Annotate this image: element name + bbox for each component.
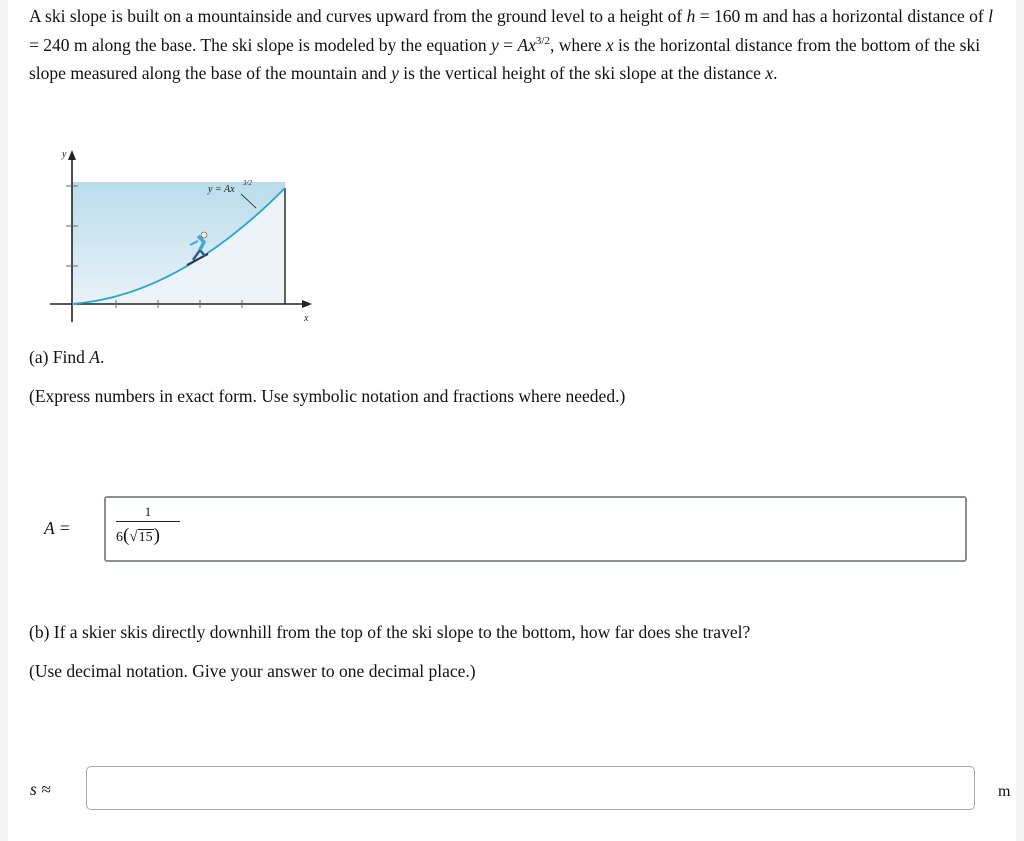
sqrt-symbol: √ xyxy=(129,529,138,545)
y-axis-arrow xyxy=(68,150,76,160)
part-a-prompt xyxy=(29,347,104,368)
part-b-answer-field[interactable] xyxy=(86,766,975,810)
problem-text-4: = xyxy=(498,34,518,55)
var-x: x xyxy=(605,34,614,55)
equation-exponent: 3/2 xyxy=(535,34,550,47)
curve-label: y = Ax xyxy=(208,184,235,195)
equation-rhs: Ax xyxy=(517,34,536,55)
curve-label-exponent: 3/2 xyxy=(243,179,252,187)
var-y: y xyxy=(491,34,499,55)
part-a-answer-label: A = xyxy=(44,518,71,538)
part-a-var: A xyxy=(89,347,100,367)
ski-slope-figure xyxy=(38,144,328,329)
problem-statement xyxy=(29,2,1004,88)
x-axis-label: x xyxy=(304,313,309,324)
part-a-prompt-end: . xyxy=(99,347,105,367)
question-panel xyxy=(8,0,1016,841)
part-b-answer-label: s ≈ xyxy=(30,779,51,799)
var-x-2: x xyxy=(765,63,774,84)
fraction-numerator: 1 xyxy=(144,504,152,519)
x-axis-arrow xyxy=(302,300,312,308)
fraction-denominator xyxy=(116,525,180,547)
problem-text-6: is the horizontal distance from the bottom of the ski slope measured along the base of the mountain and xyxy=(29,34,981,84)
right-paren: ) xyxy=(153,525,160,546)
problem-text-2: = 160 m and has a horizontal distance of xyxy=(695,6,989,26)
problem-text-8: . xyxy=(773,63,778,84)
var-l: l xyxy=(988,6,993,26)
part-b-instructions: (Use decimal notation. Give your answer to one decimal place.) xyxy=(29,661,476,681)
answer-fraction xyxy=(116,504,180,547)
y-axis-label: y xyxy=(62,149,67,160)
problem-text-3: = 240 m along the base. The ski slope is modeled by the equation xyxy=(29,34,492,55)
problem-text-1: A ski slope is built on a mountainside and curves upward from the ground level to a height of xyxy=(29,6,683,26)
part-a-answer-field[interactable] xyxy=(104,496,967,562)
radicand: 15 xyxy=(138,530,153,545)
problem-text-5: , where xyxy=(549,34,606,55)
denominator-coefficient: 6 xyxy=(116,530,123,545)
part-a-prompt-text: (a) Find xyxy=(29,347,90,367)
var-y-2: y xyxy=(391,63,399,84)
problem-text-7: is the vertical height of the ski slope at the distance xyxy=(398,63,766,84)
part-a-instructions: (Express numbers in exact form. Use symbolic notation and fractions where needed.) xyxy=(29,386,626,406)
part-b-prompt: (b) If a skier skis directly downhill from the top of the ski slope to the bottom, how far does she travel? xyxy=(29,622,751,642)
left-paren: ( xyxy=(123,525,130,546)
fraction-bar xyxy=(116,521,180,522)
part-b-unit: m xyxy=(998,783,1011,800)
var-h: h xyxy=(686,6,696,26)
